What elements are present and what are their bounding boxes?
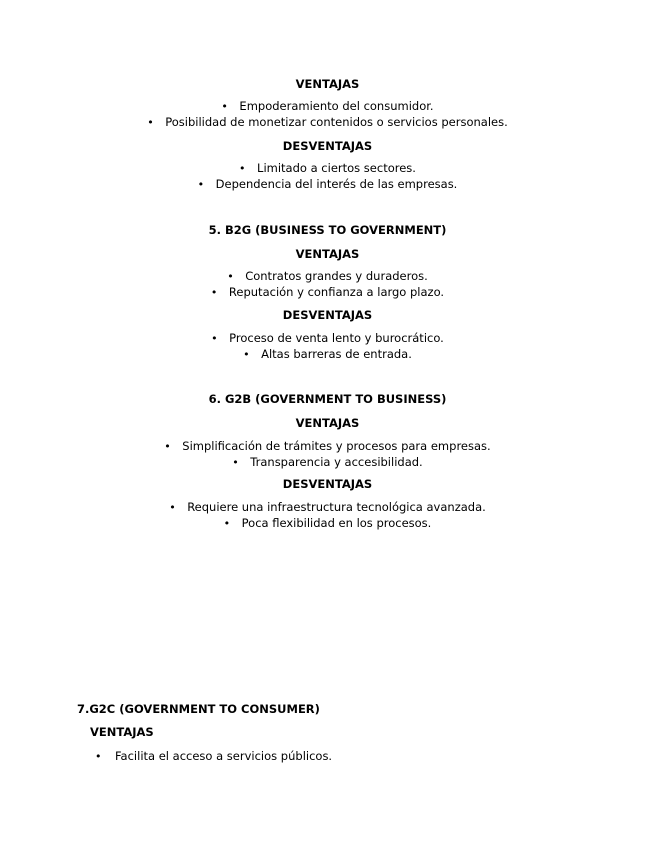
bullet-icon — [95, 749, 101, 755]
bullet-icon — [239, 161, 245, 167]
list-item: •Proceso de venta lento y burocrático. — [0, 331, 655, 347]
ventajas-heading: VENTAJAS — [295, 247, 360, 261]
list-item: •Altas barreras de entrada. — [0, 347, 655, 363]
bullet-icon — [243, 347, 249, 353]
list-item: •Transparencia y accesibilidad. — [0, 455, 655, 471]
desventajas-list — [0, 331, 655, 362]
section-title-g2c: 7.G2C (GOVERNMENT TO CONSUMER) — [77, 702, 320, 716]
list-item: •Reputación y confianza a largo plazo. — [0, 285, 655, 301]
ventajas-list — [95, 749, 332, 765]
bullet-icon — [232, 455, 238, 461]
desventajas-heading: DESVENTAJAS — [282, 308, 373, 322]
section-title-g2b: 6. G2B (GOVERNMENT TO BUSINESS) — [208, 392, 447, 406]
bullet-icon — [147, 115, 153, 121]
ventajas-list — [0, 269, 655, 300]
desventajas-heading: DESVENTAJAS — [282, 477, 373, 491]
bullet-icon — [164, 439, 170, 445]
bullet-icon — [224, 516, 230, 522]
list-item: •Requiere una infraestructura tecnológica avanzada. — [0, 500, 655, 516]
list-item: •Poca flexibilidad en los procesos. — [0, 516, 655, 532]
ventajas-heading: VENTAJAS — [295, 77, 360, 91]
list-item: •Facilita el acceso a servicios públicos. — [95, 749, 332, 765]
desventajas-list — [0, 500, 655, 531]
desventajas-heading: DESVENTAJAS — [282, 139, 373, 153]
list-item: •Dependencia del interés de las empresas. — [0, 177, 655, 193]
ventajas-heading: VENTAJAS — [295, 416, 360, 430]
bullet-icon — [227, 269, 233, 275]
list-item: •Simplificación de trámites y procesos para empresas. — [0, 439, 655, 455]
ventajas-heading: VENTAJAS — [90, 725, 154, 739]
list-item: •Posibilidad de monetizar contenidos o servicios personales. — [0, 115, 655, 131]
list-item: •Contratos grandes y duraderos. — [0, 269, 655, 285]
desventajas-list — [0, 161, 655, 192]
bullet-icon — [211, 285, 217, 291]
bullet-icon — [198, 177, 204, 183]
section-title-b2g: 5. B2G (BUSINESS TO GOVERNMENT) — [208, 223, 447, 237]
list-item: •Empoderamiento del consumidor. — [0, 99, 655, 115]
bullet-icon — [211, 331, 217, 337]
bullet-icon — [221, 99, 227, 105]
bullet-icon — [169, 500, 175, 506]
list-item: •Limitado a ciertos sectores. — [0, 161, 655, 177]
ventajas-list — [0, 99, 655, 130]
ventajas-list — [0, 439, 655, 470]
